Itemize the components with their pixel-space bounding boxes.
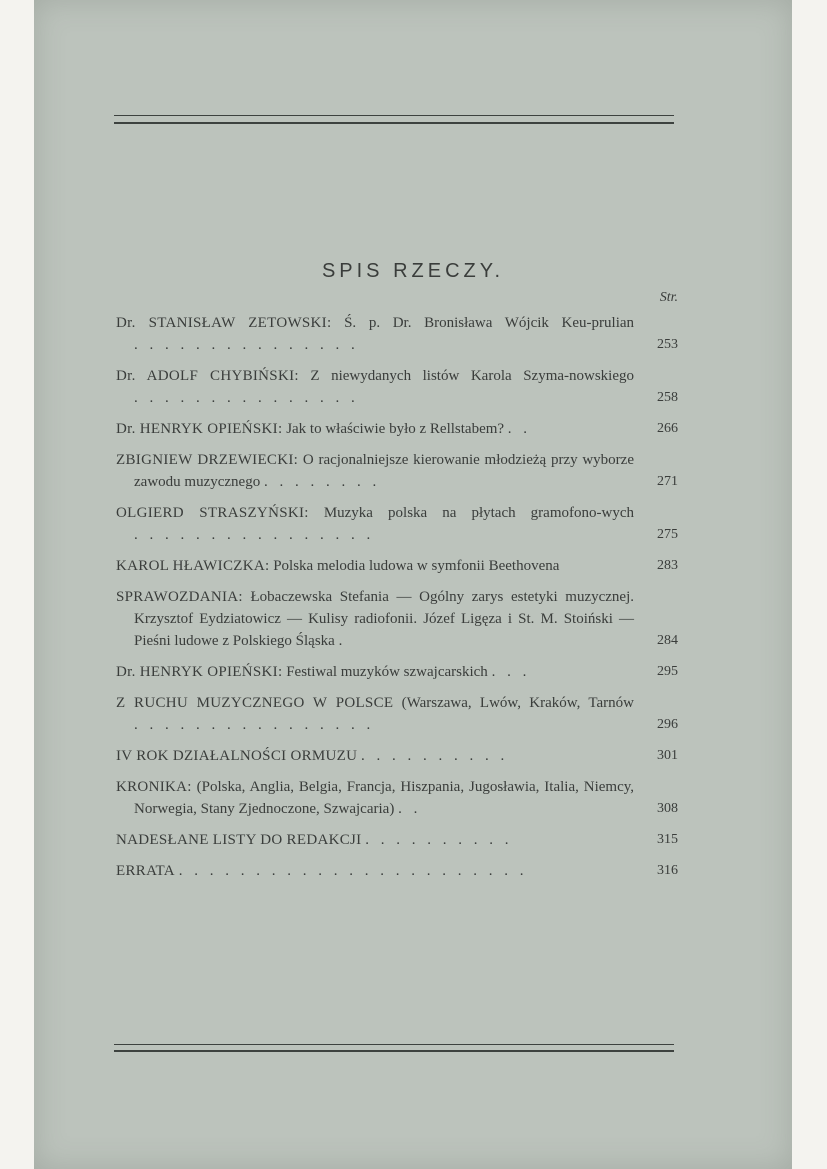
entry-author: OLGIERD STRASZYŃSKI:: [116, 505, 309, 521]
page-title: SPIS RZECZY.: [321, 260, 505, 282]
entry-page-number: 296: [657, 717, 678, 732]
entry-page-number: 316: [657, 863, 678, 878]
entry-author: KAROL HŁAWICZKA:: [116, 558, 270, 574]
entry-title: Jak to właściwie było z Rellstabem?: [286, 421, 505, 437]
toc-entry: [116, 449, 678, 493]
entry-author: KRONIKA:: [116, 779, 192, 795]
entry-page-number: 284: [657, 633, 678, 648]
entry-author: NADESŁANE LISTY DO REDAKCJI: [116, 832, 362, 848]
entry-title: Ś. p. Dr. Bronisława Wójcik Keu-prulian: [344, 315, 635, 331]
entry-title: (Warszawa, Lwów, Kraków, Tarnów: [401, 695, 634, 711]
entry-page-number: 271: [657, 474, 678, 489]
entry-page-number: 295: [657, 664, 678, 679]
entry-author: ZBIGNIEW DRZEWIECKI:: [116, 452, 299, 468]
toc-entry: [116, 312, 678, 356]
entry-title: O racjonalniejsze kierowanie młodzieżą przy wyborze zawodu muzycznego: [134, 452, 634, 490]
toc-entry: [116, 829, 678, 851]
entry-author: Z RUCHU MUZYCZNEGO W POLSCE: [116, 695, 394, 711]
entry-page-number: 308: [657, 801, 678, 816]
toc-entry: [116, 745, 678, 767]
entry-leader-dots: . . . . . . . . . .: [361, 748, 509, 764]
table-of-contents: [116, 312, 678, 891]
entry-page-number: 258: [657, 390, 678, 405]
toc-entry: [116, 776, 678, 820]
entry-leader-dots: . . . . . . . . . .: [365, 832, 513, 848]
entry-author: Dr. ADOLF CHYBIŃSKI:: [116, 368, 299, 384]
page: [34, 0, 792, 1169]
entry-author: Dr. HENRYK OPIEŃSKI:: [116, 664, 283, 680]
entry-title: Polska melodia ludowa w symfonii Beethovena: [273, 558, 560, 574]
toc-entry: [116, 692, 678, 736]
entry-leader-dots: . . . . . . . . . . . . . . . .: [134, 527, 375, 543]
page-column-label: Str.: [659, 290, 678, 305]
entry-leader-dots: . .: [507, 421, 532, 437]
toc-entry: [116, 502, 678, 546]
entry-leader-dots: . . . . . . . . . . . . . . .: [134, 390, 359, 406]
entry-title: Muzyka polska na płytach gramofono-wych: [323, 505, 634, 521]
bottom-double-rule: [114, 1044, 674, 1052]
entry-author: Dr. STANISŁAW ZETOWSKI:: [116, 315, 332, 331]
entry-page-number: 275: [657, 527, 678, 542]
toc-entry: [116, 661, 678, 683]
entry-leader-dots: . . . . . . . . . . . . . . . . . . . . . . .: [178, 863, 528, 879]
entry-leader-dots: .: [338, 633, 347, 649]
entry-leader-dots: . . . . . . . . . . . . . . . .: [134, 717, 375, 733]
entry-title: Festiwal muzyków szwajcarskich: [286, 664, 488, 680]
entry-title: Łobaczewska Stefania — Ogólny zarys estetyki muzycznej. Krzysztof Eydziatowicz — Kulisy radiofonii. Józef Ligęza i St. M. Stoiński — Pieśni ludowe z Polskiego Śląska: [134, 589, 634, 649]
entry-author: IV ROK DZIAŁALNOŚCI ORMUZU: [116, 748, 358, 764]
toc-entry: [116, 418, 678, 440]
entry-leader-dots: . .: [398, 801, 422, 817]
entry-page-number: 253: [657, 337, 678, 352]
entry-page-number: 266: [657, 421, 678, 436]
entry-author: ERRATA: [116, 863, 175, 879]
entry-page-number: 315: [657, 832, 678, 847]
top-double-rule: [114, 115, 674, 124]
entry-page-number: 283: [657, 558, 678, 573]
entry-title: Z niewydanych listów Karola Szyma-nowskiego: [310, 368, 635, 384]
entry-author: Dr. HENRYK OPIEŃSKI:: [116, 421, 283, 437]
toc-entry: [116, 860, 678, 882]
entry-leader-dots: . . . . . . . .: [263, 474, 381, 490]
entry-leader-dots: . . .: [491, 664, 531, 680]
entry-leader-dots: . . . . . . . . . . . . . . .: [134, 337, 359, 353]
toc-entry: [116, 586, 678, 652]
entry-page-number: 301: [657, 748, 678, 763]
toc-entry: [116, 555, 678, 577]
entry-author: SPRAWOZDANIA:: [116, 589, 243, 605]
toc-entry: [116, 365, 678, 409]
entry-title: (Polska, Anglia, Belgia, Francja, Hiszpania, Jugosławia, Italia, Niemcy, Norwegia, Stany Zjednoczone, Szwajcaria): [134, 779, 635, 817]
